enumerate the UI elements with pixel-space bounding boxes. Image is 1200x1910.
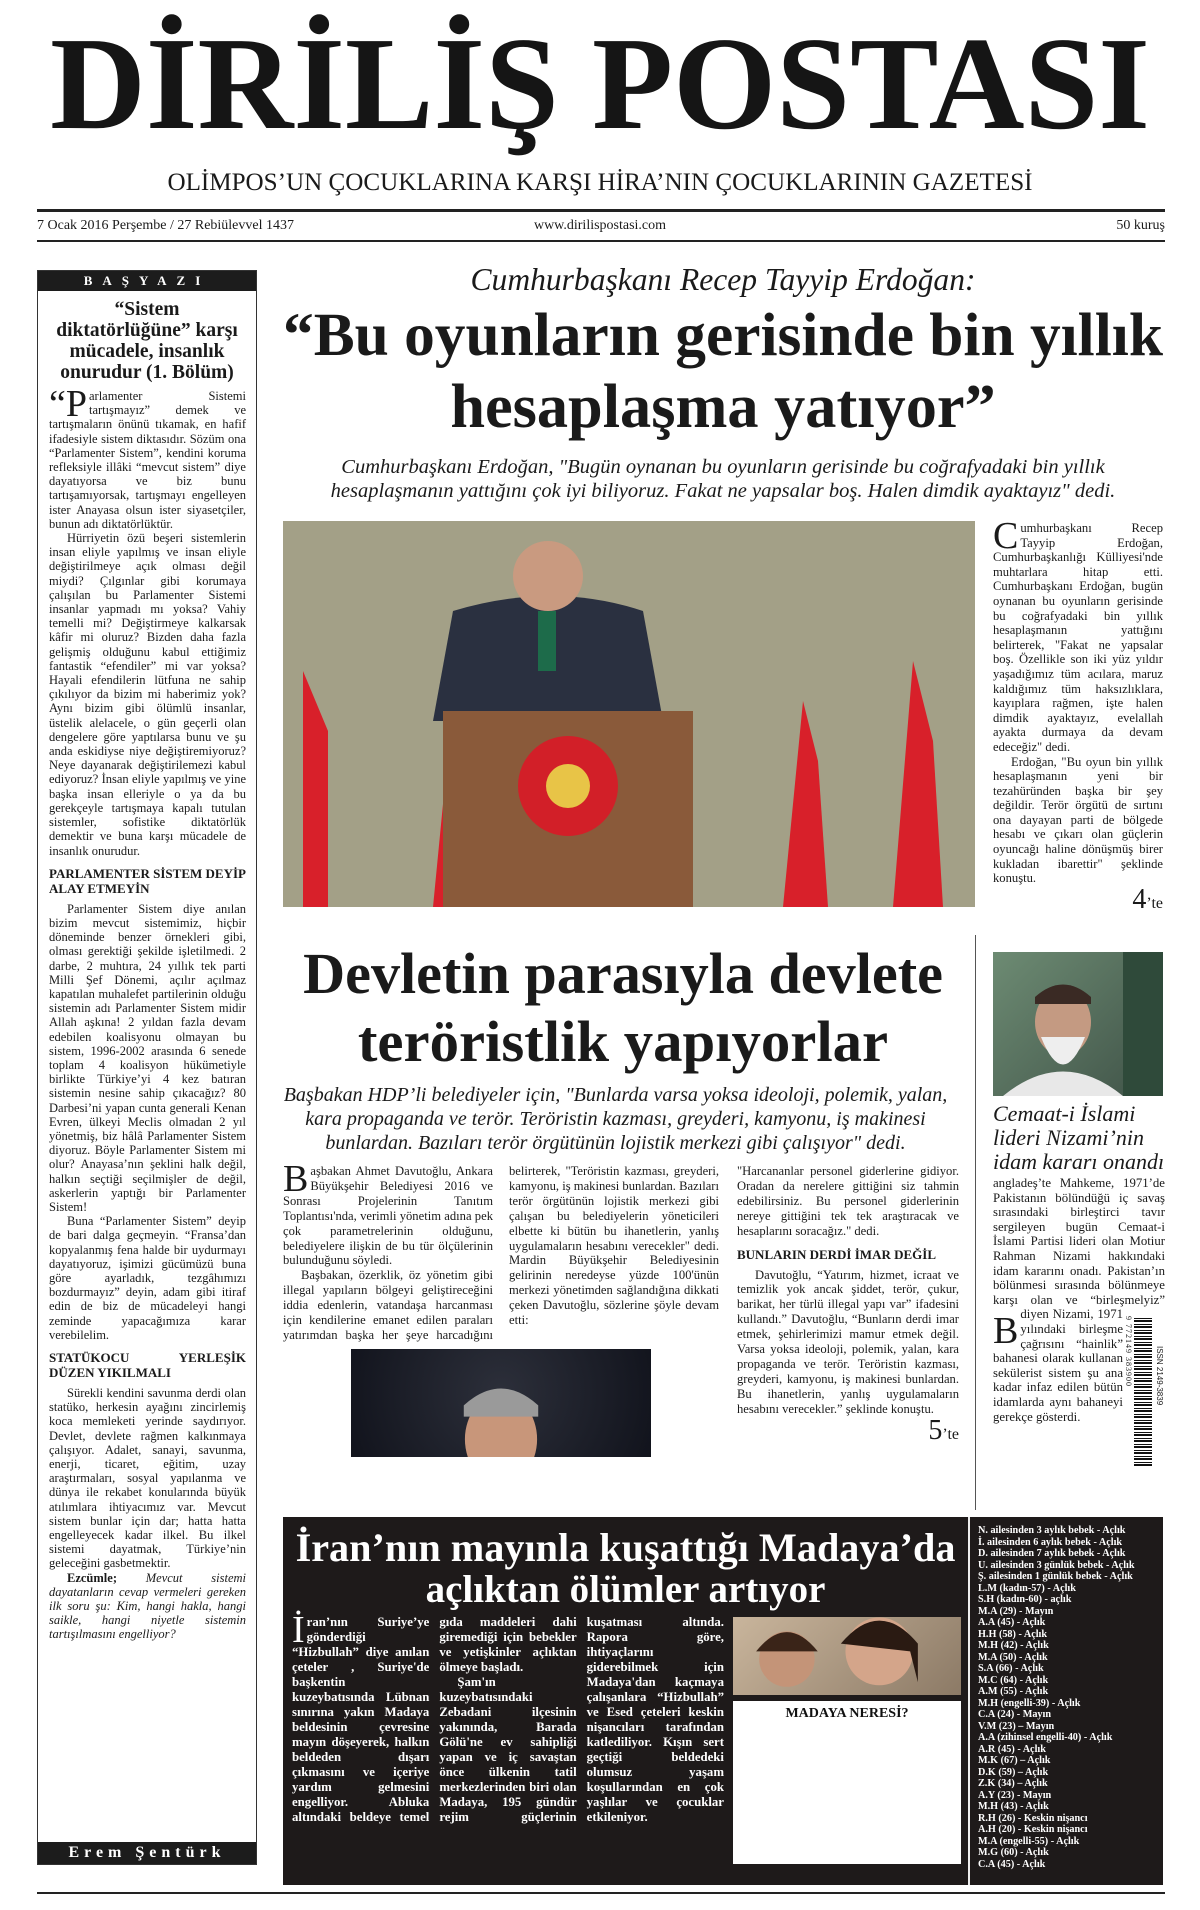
victim-item: A.R (45) - Açlık xyxy=(978,1743,1046,1755)
page-number: 4 xyxy=(1132,883,1147,915)
victim-item: İ. ailesinden 6 aylık bebek - Açlık xyxy=(978,1536,1123,1548)
paragraph: aşbakan Ahmet Davutoğlu, Ankara Büyükşehir Belediyesi 2016 ve Sonrası Projelerinin Tanıtım Toplantısı'nda, verimli yönetim adına pek çok parametrelerinin olduğunu, belediyelere ilişkin de bu tür ölçülerinin bulunduğunu söyledi. xyxy=(283,1164,493,1268)
lead-headline xyxy=(283,300,1163,370)
podium-scene-icon xyxy=(283,521,975,907)
paragraph xyxy=(49,1571,246,1642)
editorial-body xyxy=(38,383,256,1650)
victim-item: V.M (23) – Mayın xyxy=(978,1720,1055,1732)
price: 50 kuruş xyxy=(1116,218,1165,233)
masthead-title xyxy=(0,10,1200,157)
victim-item: R.H (26) - Keskin nişancı xyxy=(978,1812,1088,1824)
divider xyxy=(37,209,1165,212)
victim-item: M.G (60) - Açlık xyxy=(978,1847,1049,1858)
madaya-headline xyxy=(283,1527,968,1569)
box-title: MADAYA NERESİ? xyxy=(785,1706,909,1721)
paragraph: arlamenter Sistemi tartışmayız” demek ve tartışmaların önünü tıkamak, en hafif ifadesiyle sistem diktasıdır. Sözüm ona “Parlamenter Sistem”, kendini koruma refleksiyle illâki “mevcut sistem” diye dayatıyorsa ve biz bunu tartışamıyorsak, tartışmayı engelleyen ister Anayasa olsun ister siyasetçiler, bunun adı diktatörlüktür. xyxy=(49,389,246,531)
victim-item: M.K (67) – Açlık xyxy=(978,1755,1051,1766)
victim-item: S.A (66) - Açlık xyxy=(978,1663,1044,1674)
portrait-figure-icon xyxy=(993,952,1163,1096)
second-body-col3 xyxy=(737,1164,959,1449)
drop-cap: B xyxy=(283,1158,309,1200)
victim-item: A.Y (23) - Mayın xyxy=(978,1789,1052,1801)
victim-item: M.H (engelli-39) - Açlık xyxy=(978,1697,1081,1709)
page-suffix: ’te xyxy=(1146,894,1163,912)
victim-item: A.H (20) - Keskin nişancı xyxy=(978,1824,1088,1835)
author-name: Erem Şentürk xyxy=(38,1842,256,1864)
victim-item: D. ailesinden 7 aylık bebek - Açlık xyxy=(978,1548,1126,1559)
victim-item: C.A (24) - Mayın xyxy=(978,1709,1052,1720)
subheading: STATÜKOCU YERLEŞİK DÜZEN YIKILMALI xyxy=(49,1350,246,1380)
paragraph: Erdoğan, "Bu oyun bin yıllık hesaplaşmanın yeni bir tezahüründen başka bir şey değildir. Terör örgütü de sırtını ona dayayan parti de bölgede hesabı ve çıkarı olan güçlerin oyuncağı haline dönüşmüş birer kukladan ibarettir" şeklinde konuştu. xyxy=(993,754,1163,886)
continued-page-4[interactable] xyxy=(993,883,1163,918)
second-body-left xyxy=(283,1158,719,1457)
victim-item: M.H (43) - Açlık xyxy=(978,1801,1049,1812)
victim-item: M.H (42) - Açlık xyxy=(978,1640,1049,1651)
madaya-body xyxy=(292,1609,724,1825)
paragraph: Başbakan, özerklik, öz yönetim gibi illegal yapıların bölgeyi geliştireceğini iddia edenlerin, vatandaşa harcanması için kendilerine emanet edilen paraları yatırımdan başka her şeye harcadığını belirterek, "Teröristin kazması, greyderi, kamyonu, iş makinesi bunlardan. Bazıları terör örgütünün lojistik merkezi gibi çalışan bu belediyelerin yöneticileri elbette ki bütün bu ihanetlerin, yanlış uygulamaların hesabını verecekler" dedi. Mardin Büyükşehir Belediyesinin gelirinin neredeyse yüzde 100'ünün merkezi yönetimden sağlandığına dikkati çeken Davutoğlu, sözlerine şöyle devam etti: xyxy=(283,1164,719,1342)
victim-item: M.A (engelli-55) - Açlık xyxy=(978,1835,1080,1847)
davutoglu-photo xyxy=(351,1349,651,1457)
nizami-headline: Cemaat-i İslami lideri Nizami’nin idam kararı onandı xyxy=(993,1101,1165,1174)
second-body-columns xyxy=(283,1158,719,1343)
victim-item: M.A (29) - Mayın xyxy=(978,1605,1054,1617)
section-label: BAŞYAZI xyxy=(38,271,256,291)
victim-item: D.K (59) – Açlık xyxy=(978,1766,1049,1778)
page-suffix: ’te xyxy=(942,1425,959,1443)
nizami-body xyxy=(993,1176,1165,1476)
bold-lead: Ezcümle; xyxy=(67,1570,117,1585)
paragraph: Şam'ın kuzeybatısındaki Zebadani ilçesinin yakınında, Barada Gölü'ne ev sahipliği yapan ve iç savaştan önce ülkenin tatil merkezlerinden biri olan Madaya, 195 gündür rejim güçlerinin kuşatması altında. Rapora göre, ihtiyaçlarını giderebilmek için Madaya'dan kaçmaya çalışanlara “Hizbullah” ve Esed çeteleri keskin nişancıları tarafından katlediliyor. Kışın sert geçtiği beldedeki olumsuz yaşam koşullarından en çok yaşlılar ve çocuklar etkileniyor. xyxy=(439,1615,724,1824)
victim-item: S.H (kadın-60) - açlık xyxy=(978,1594,1072,1605)
italic-text: Mevcut sistemi dayatanların cevap vermeleri gereken ilk soru şu: Kim, hangi hakla, hangi saikle, hangi niyetle sistemin tartışılmasını engelliyor? xyxy=(49,1570,246,1642)
kicker-text: Cumhurbaşkanı Recep Tayyip Erdoğan: xyxy=(470,262,976,297)
drop-cap: M xyxy=(742,1716,778,1761)
victim-item: A.A (45) - Açlık xyxy=(978,1617,1046,1628)
lead-kicker xyxy=(283,262,1163,298)
victim-item: N. ailesinden 3 aylık bebek - Açlık xyxy=(978,1525,1126,1536)
divider xyxy=(37,240,1165,242)
editorial-title: “Sistem diktatörlüğüne” karşı mücadele, insanlık onurudur (1. Bölüm) xyxy=(56,299,238,383)
paragraph: Sürekli kendini savunma derdi olan statüko, herkesin ayağını zincirlemiş koca memleketi yerinde saydırıyor. Devlet, devlete rağmen kalkınmaya çalışıyor. Adalet, sanayi, savunma, enerji, ticaret, eğitim, uzay araştırmaları, sosyal yapılanma ve dünya ile rekabet konularında büyük atılımlara ihtiyacımız var. Mevcut sistem bunlar için dar; hatta hatta engelleyecek kadar ilkel. Bu ilkel sistemi dayatmak, Türkiye’nin geleceğini gasbetmektir. xyxy=(49,1386,246,1571)
madaya-neresi-box xyxy=(733,1701,961,1864)
drop-cap: B xyxy=(993,1310,1019,1352)
headline-line: teröristlik yapıyorlar xyxy=(357,1009,889,1074)
headline-line: açlıktan ölümler artıyor xyxy=(425,1568,826,1611)
victim-item: H.H (58) - Açlık xyxy=(978,1628,1048,1640)
paragraph: Buna “Parlamenter Sistem” deyip de bari dalga geçmeyin. “Fransa’dan kopyalanmış fena halde bir uydurmayı dayatıyoruz, işimizi gücümüzü buna göre ayarladık, tezgâhımızı bozdurmayız” deyin, adam gibi itiraf edin de biz de mücadeleyi hangi zeminde yapacağımıza karar verebilelim. xyxy=(49,1214,246,1342)
masthead-motto xyxy=(0,168,1200,198)
subheading: BUNLARIN DERDİ İMAR DEĞİL xyxy=(737,1246,936,1262)
issue-date: 7 Ocak 2016 Perşembe / 27 Rebiülevvel 1437 xyxy=(37,218,295,233)
victim-item: L.M (kadın-57) - Açlık xyxy=(978,1582,1076,1594)
madaya-headline xyxy=(283,1569,968,1611)
victims-list xyxy=(968,1517,1163,1885)
column-divider xyxy=(975,935,976,1510)
victim-item: A.A (zihinsel engelli-40) - Açlık xyxy=(978,1732,1113,1743)
continued-page-5[interactable] xyxy=(737,1414,959,1449)
paragraph: umhurbaşkanı Recep Tayyip Erdoğan, Cumhurbaşkanlığı Külliyesi'nde muhtarlara hitap etti. Cumhurbaşkanı Erdoğan, bugün oynanan bu oyunların gerisinde bu coğrafyadaki bin yıllık hesaplaşmanın yattığını belirterek, "Fakat ne yapsalar boş. Özellikle son iki yüz yıldır yaşadığımız tüm acılara, maruz kaldığımız tüm haksızlıklara, kayıplara rağmen, işte halen dimdik ayaktayız, evelallah ayakta durmaya da devam edeceğiz" dedi. xyxy=(993,521,1163,754)
victim-item: M.A (50) - Açlık xyxy=(978,1651,1048,1663)
victim-item: C.A (45) - Açlık xyxy=(978,1858,1046,1870)
headline-line: Devletin parasıyla devlete xyxy=(303,941,943,1006)
erdogan-photo xyxy=(283,521,975,907)
victim-item: Z.K (34) – Açlık xyxy=(978,1778,1048,1789)
page-number: 5 xyxy=(928,1414,943,1446)
box-body xyxy=(742,1716,952,1858)
website-link[interactable] xyxy=(500,218,700,234)
lead-body xyxy=(993,515,1163,918)
second-headline xyxy=(283,1008,963,1076)
barcode-icon xyxy=(1134,1316,1152,1466)
barcode-digits: 9 772149 383900 xyxy=(1124,1316,1133,1387)
paragraph: angladeş’te Mahkeme, 1971’de Pakistanın bölündüğü iç savaş sırasındaki birleştirci tavır sergileyen bugün Cemaat-i İslami Partisi lideri olan Motiur Rahman Nizami hakkındaki idam kararını onadı. Pakistan’ın bölünmesi sırasında bölünmeye karşı olan ve “birleşmelyiz” diyen Nizami, 1971 yılındaki birleşme çağrısını “hainlik” bahanesi olarak kullanan sekülerist sistem şu ana kadar infaz edilen bütün idamlarda aynı bahaneyi gerekçe gösterdi. xyxy=(993,1176,1165,1424)
divider xyxy=(37,1892,1165,1894)
paragraph: Hürriyetin özü beşeri sistemlerin insan eliyle yapılmış ve insan eliyle değiştirilmeye açık olması değil miydi? Çılgınlar gibi korumaya çalışılan bu Parlamenter Sistemi insanlar yapmadı mı yoksa? Vahiy temelli mi? Değiştirmeye kalkarsak kâfir mi oluruz? Bizden daha fazla gelişmiş olduğunu kabul ettiğimiz fantastik “efendiler” mi var yoksa? Hayali efendilerin lütfuna ne sahip çıkılıyor da bizim mi haberimiz yok? Aynı bizim gibi ölümlü insanlar, üstelik alelacele, o gün geçerli olan dengelere göre yaptılarsa bunu ve şu anda eskidiyse niye değiştiremiyoruz? Neye dayanarak değiştirilemezi kabul ediyoruz? İnsan eliyle yapılmış ve yine başka insan elleriyle o ya da bu gerekçeyle tartışmaya kapalı tutulan sistemler, sofistike diktatörlük demektir ve buna karşı mücadele de insanlık onurudur. xyxy=(49,531,246,858)
masthead-title-text: DİRİLİŞ POSTASI xyxy=(50,10,1150,157)
lead-headline xyxy=(283,372,1163,442)
victim-item: Ş. ailesinden 1 günlük bebek - Açlık xyxy=(978,1571,1133,1582)
paragraph: adaya ve Zebadani, Lübnan'da muhaliflere destek veren Sünnilerin yaşadığı dağlık bölgede bulunuyor. İki bölgenin de rejimin elinde olması, muhaliflerin ağır zayiat verdirdiği, Lübnan içlerine girerek zaman zaman taciz ettiği Hizbullah için de hayati önem taşıyor. xyxy=(742,1723,952,1858)
second-headline xyxy=(283,940,963,1008)
motto-text: OLİMPOS’UN ÇOCUKLARINA KARŞI HİRA’NIN ÇOCUKLARININ GAZETESİ xyxy=(167,169,1033,196)
barcode xyxy=(1123,1316,1165,1476)
website-text[interactable]: www.dirilispostasi.com xyxy=(533,218,667,233)
paragraph: Davutoğlu, “Yatırım, hizmet, icraat ve temizlik yok ancak şiddet, terör, çukur, barikat, her türlü illegal yapı var” ifadesini kullandı.” Davutoğlu, “Bunların derdi imar etmek, şehirlerimizi mamur etmek değil. Varsa yoksa ideoloji, polemik, yalan, kara propaganda ve terör. Teröristin kazması, greyderi, kamyonu, iş makinesi bunlardan. Bu ihanetlerin, yanlış uygulamaların hesabını verecekler.” şeklinde konuştu. xyxy=(737,1267,959,1416)
paragraph: Parlamenter Sistem diye anılan bizim mevcut sistemimiz, hiçbir döneminde benzer örnekleri gibi, olması gerektiği şekilde işletilmedi. 2 darbe, 2 muhtıra, 24 yıllık tek parti Milli Şef Dönemi, açılır açılmaz kapatılan muhalefet partilerinin olduğu sistemin adı Parlamenter Sistem midir Allah aşkına! 2 yıldan fazla devam edebilen koalisyonu olmayan bu sistem, 1996-2002 arasında 6 senede toplam 4 koalisyon hükümetiyle birlikte Türkiye’yi 4 kez batıran sistemin nesine sahip çıkacağız? 80 Darbesi’ni yapan cunta generali Kenan Evren, ülkeyi Meclis olmadan 2 yıl yönetmiş, biz hâlâ Parlamenter Sistem diyoruz. Böyle Parlamenter Sistem mi olur? Anayasa’nın şeklini halk değil, halkın seçtiği seçilmişler de değil, askerlerin yaptığı bir Parlamenter Sistem! xyxy=(49,901,246,1214)
victim-item: M.C (64) - Açlık xyxy=(978,1674,1049,1686)
victim-item: A.M (55) - Açlık xyxy=(978,1686,1049,1697)
paragraph: "Harcananlar personel giderlerine gidiyor. Oradan da nerelere gittiğini siz tahmin edebilirsiniz. Bu personel giderlerinin nereye gittiğini tek tek araştıracak ve hesaplarını soracağız." dedi. xyxy=(737,1164,959,1238)
children-figure-icon xyxy=(733,1617,961,1695)
speaker-figure-icon xyxy=(351,1349,651,1457)
drop-cap: C xyxy=(993,515,1019,557)
drop-cap: “P xyxy=(49,383,87,425)
nizami-photo xyxy=(993,952,1163,1096)
headline-line: hesaplaşma yatıyor” xyxy=(450,372,996,441)
second-dek: Başbakan HDP’li belediyeler için, "Bunlarda varsa yoksa ideoloji, polemik, yalan, kara propaganda ve terör. Teröristin kazması, greyderi, kamyonu, iş makinesi bunlardan. Bazıları terör örgütünün lojistik merkezi gibi çalışıyor" dedi. xyxy=(283,1084,948,1154)
headline-line: “Bu oyunların gerisinde bin yıllık xyxy=(283,301,1163,369)
drop-cap: İ xyxy=(292,1609,305,1651)
paragraph: ran’nın Suriye’ye gönderdiği “Hizbullah” diye anılan çeteler , Suriye'de başkentin kuzeybatısında Lübnan sınırına yakın Madaya beldesinin çevresine mayın döşeyerek, halkın beldeden dışarı çıkmasını ve içeriye yardım gelmesini engelliyor. Abluka altındaki beldeye temel gıda maddeleri dahi giremediği için bebekler ve yetişkinler açlıktan ölmeye başladı. xyxy=(292,1615,577,1824)
children-photo xyxy=(733,1617,961,1695)
editorial-column xyxy=(37,270,257,1865)
victim-item: U. ailesinden 3 günlük bebek - Açlık xyxy=(978,1559,1135,1571)
subheading: PARLAMENTER SİSTEM DEYİP ALAY ETMEYİN xyxy=(49,865,246,896)
headline-line: İran’nın mayınla kuşattığı Madaya’da xyxy=(295,1525,956,1570)
lead-dek: Cumhurbaşkanı Erdoğan, "Bugün oynanan bu oyunların gerisinde bu coğrafyadaki bin yıllık hesaplaşmanın yattığını çok iyi biliyoruz. Fakat ne yapsalar boş. Halen dimdik ayaktayız" dedi. xyxy=(330,456,1116,502)
issn: ISSN 2149-3839 xyxy=(1155,1346,1164,1406)
